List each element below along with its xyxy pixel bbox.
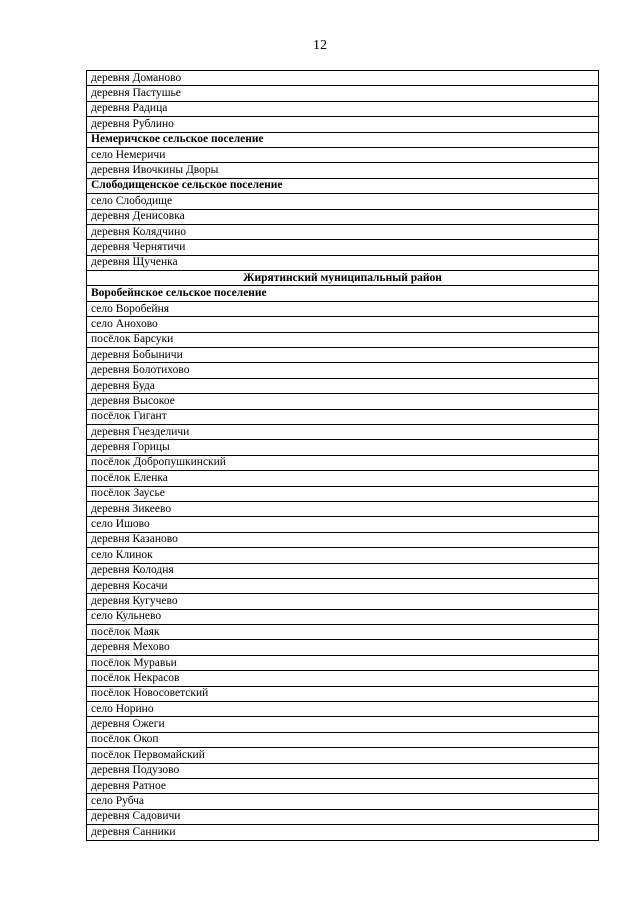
settlement-name-cell: деревня Кугучево bbox=[87, 594, 599, 609]
table-row bbox=[87, 655, 599, 670]
settlement-name-cell: деревня Чернятичи bbox=[87, 240, 599, 255]
table-row bbox=[87, 825, 599, 840]
district-header-row bbox=[87, 271, 599, 286]
settlement-name-cell: деревня Колядчино bbox=[87, 224, 599, 239]
settlement-name-cell: деревня Денисовка bbox=[87, 209, 599, 224]
table-row bbox=[87, 702, 599, 717]
table-row bbox=[87, 424, 599, 439]
table-row bbox=[87, 117, 599, 132]
table-row bbox=[87, 717, 599, 732]
table-row bbox=[87, 363, 599, 378]
table-row bbox=[87, 625, 599, 640]
settlement-name-cell: село Рубча bbox=[87, 794, 599, 809]
settlement-name-cell: посёлок Еленка bbox=[87, 471, 599, 486]
table-row bbox=[87, 532, 599, 547]
settlement-name-cell: посёлок Первомайский bbox=[87, 748, 599, 763]
table-row bbox=[87, 486, 599, 501]
settlement-name-cell: село Воробейня bbox=[87, 301, 599, 316]
settlement-name-cell: деревня Рублино bbox=[87, 117, 599, 132]
settlement-name-cell: посёлок Некрасов bbox=[87, 671, 599, 686]
settlement-name-cell: деревня Ратное bbox=[87, 778, 599, 793]
settlement-name-cell: посёлок Муравьи bbox=[87, 655, 599, 670]
table-row bbox=[87, 578, 599, 593]
section-header-row bbox=[87, 132, 599, 147]
settlement-name-cell: деревня Колодня bbox=[87, 563, 599, 578]
table-row bbox=[87, 147, 599, 162]
settlement-name-cell: село Клинок bbox=[87, 548, 599, 563]
table-row bbox=[87, 240, 599, 255]
table-row bbox=[87, 671, 599, 686]
settlement-name-cell: деревня Доманово bbox=[87, 71, 599, 86]
table-row bbox=[87, 640, 599, 655]
table-row bbox=[87, 394, 599, 409]
settlement-name-cell: деревня Косачи bbox=[87, 578, 599, 593]
settlement-name-cell: село Кульнево bbox=[87, 609, 599, 624]
table-row bbox=[87, 440, 599, 455]
table-row bbox=[87, 317, 599, 332]
table-row bbox=[87, 255, 599, 270]
table-row bbox=[87, 301, 599, 316]
settlement-name-cell: посёлок Новосоветский bbox=[87, 686, 599, 701]
table-row bbox=[87, 101, 599, 116]
table-row bbox=[87, 732, 599, 747]
settlements-table-body bbox=[87, 71, 599, 841]
settlement-name-cell: деревня Болотихово bbox=[87, 363, 599, 378]
table-row bbox=[87, 378, 599, 393]
table-row bbox=[87, 563, 599, 578]
settlement-name-cell: деревня Бобыничи bbox=[87, 348, 599, 363]
table-row bbox=[87, 455, 599, 470]
header-cell: Воробейнское сельское поселение bbox=[87, 286, 599, 301]
settlement-name-cell: деревня Мехово bbox=[87, 640, 599, 655]
table-row bbox=[87, 609, 599, 624]
table-row bbox=[87, 409, 599, 424]
table-row bbox=[87, 194, 599, 209]
settlement-name-cell: деревня Ивочкины Дворы bbox=[87, 163, 599, 178]
settlement-name-cell: деревня Садовичи bbox=[87, 809, 599, 824]
settlement-name-cell: посёлок Добропушкинский bbox=[87, 455, 599, 470]
settlement-name-cell: посёлок Гигант bbox=[87, 409, 599, 424]
table-row bbox=[87, 224, 599, 239]
settlement-name-cell: деревня Щученка bbox=[87, 255, 599, 270]
settlement-name-cell: деревня Гнезделичи bbox=[87, 424, 599, 439]
settlement-name-cell: деревня Радица bbox=[87, 101, 599, 116]
settlement-name-cell: деревня Ожеги bbox=[87, 717, 599, 732]
settlement-name-cell: село Немеричи bbox=[87, 147, 599, 162]
header-cell: Немеричское сельское поселение bbox=[87, 132, 599, 147]
table-row bbox=[87, 471, 599, 486]
table-row bbox=[87, 209, 599, 224]
table-row bbox=[87, 501, 599, 516]
table-row bbox=[87, 348, 599, 363]
settlement-name-cell: деревня Зикеево bbox=[87, 501, 599, 516]
table-row bbox=[87, 686, 599, 701]
table-row bbox=[87, 163, 599, 178]
settlement-name-cell: село Норино bbox=[87, 702, 599, 717]
section-header-row bbox=[87, 286, 599, 301]
table-row bbox=[87, 332, 599, 347]
table-row bbox=[87, 778, 599, 793]
table-row bbox=[87, 794, 599, 809]
table-row bbox=[87, 517, 599, 532]
settlement-name-cell: деревня Подузово bbox=[87, 763, 599, 778]
settlement-name-cell: деревня Горицы bbox=[87, 440, 599, 455]
settlement-name-cell: посёлок Заусье bbox=[87, 486, 599, 501]
header-cell: Слободищенское сельское поселение bbox=[87, 178, 599, 193]
settlement-name-cell: посёлок Барсуки bbox=[87, 332, 599, 347]
table-row bbox=[87, 809, 599, 824]
table-row bbox=[87, 763, 599, 778]
table-row bbox=[87, 86, 599, 101]
settlement-name-cell: деревня Высокое bbox=[87, 394, 599, 409]
settlement-name-cell: село Слободище bbox=[87, 194, 599, 209]
table-row bbox=[87, 71, 599, 86]
settlements-table bbox=[86, 70, 599, 841]
settlement-name-cell: село Анохово bbox=[87, 317, 599, 332]
settlement-name-cell: село Ишово bbox=[87, 517, 599, 532]
settlement-name-cell: деревня Пастушье bbox=[87, 86, 599, 101]
settlement-name-cell: деревня Буда bbox=[87, 378, 599, 393]
table-row bbox=[87, 748, 599, 763]
settlement-name-cell: деревня Санники bbox=[87, 825, 599, 840]
settlement-name-cell: деревня Казаново bbox=[87, 532, 599, 547]
settlement-name-cell: посёлок Окоп bbox=[87, 732, 599, 747]
settlement-name-cell: посёлок Маяк bbox=[87, 625, 599, 640]
table-row bbox=[87, 548, 599, 563]
table-row bbox=[87, 594, 599, 609]
page-number: 12 bbox=[313, 38, 327, 53]
header-cell: Жирятинский муниципальный район bbox=[87, 271, 599, 286]
section-header-row bbox=[87, 178, 599, 193]
